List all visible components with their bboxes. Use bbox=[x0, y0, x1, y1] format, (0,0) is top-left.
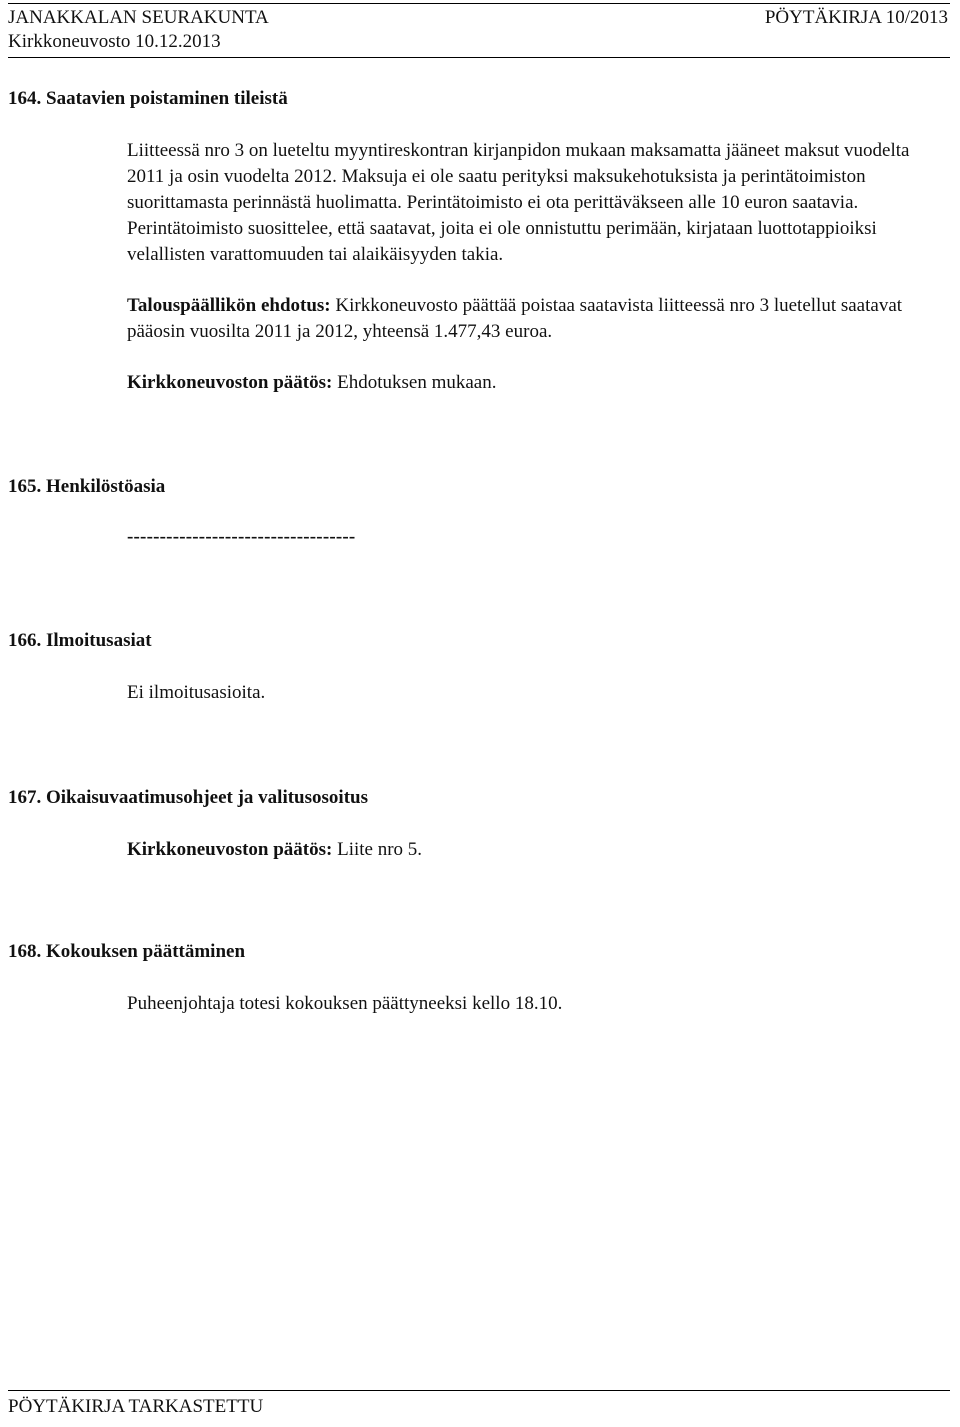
organization-name: JANAKKALAN SEURAKUNTA bbox=[8, 7, 269, 28]
section-164-body: Liitteessä nro 3 on lueteltu myyntireskontran kirjanpidon mukaan maksamatta jääneet maksut vuodelta 2011 ja osin vuodelta 2012. Maksuja ei ole saatu perityksi maksukehotuksista ja perintätoimiston suorittamasta perinnästä huolimatta. Perintätoimisto ei ota perittäväkseen alle 10 euron saatavia. Perintätoimisto suosittelee, että saatavat, joita ei ole onnistuttu perimään, kirjataan luottotappioiksi velallisten varattomuuden tai alaikäisyyden takia. bbox=[127, 140, 910, 265]
footer-label: PÖYTÄKIRJA TARKASTETTU bbox=[8, 1396, 264, 1417]
section-166-heading: 166. Ilmoitusasiat bbox=[8, 630, 152, 651]
redacted-dashes: ----------------------------------- bbox=[127, 526, 356, 547]
section-167-decision bbox=[127, 837, 949, 863]
section-168-body: Puheenjohtaja totesi kokouksen päättyneeksi kello 18.10. bbox=[127, 993, 563, 1014]
section-164-proposal bbox=[127, 293, 949, 345]
section-165-heading: 165. Henkilöstöasia bbox=[8, 476, 166, 497]
proposal-text: Kirkkoneuvosto päättää poistaa saatavista liitteessä nro 3 luetellut saatavat pääosin vuosilta 2011 ja 2012, yhteensä 1.477,43 euroa. bbox=[127, 295, 903, 342]
decision-text: Liite nro 5. bbox=[337, 839, 423, 860]
header-bottom-rule bbox=[8, 57, 950, 58]
section-167-heading: 167. Oikaisuvaatimusohjeet ja valitusosoitus bbox=[8, 787, 368, 808]
decision-label: Kirkkoneuvoston päätös: bbox=[127, 839, 333, 860]
decision-text: Ehdotuksen mukaan. bbox=[337, 372, 497, 393]
meeting-date: Kirkkoneuvosto 10.12.2013 bbox=[8, 31, 221, 52]
header-top-rule bbox=[8, 3, 950, 4]
document-id: PÖYTÄKIRJA 10/2013 bbox=[764, 7, 948, 28]
section-164-heading: 164. Saatavien poistaminen tileistä bbox=[8, 88, 288, 109]
decision-label: Kirkkoneuvoston päätös: bbox=[127, 372, 333, 393]
section-168-heading: 168. Kokouksen päättäminen bbox=[8, 941, 246, 962]
section-164-decision bbox=[127, 370, 949, 396]
proposal-label: Talouspäällikön ehdotus: bbox=[127, 295, 331, 316]
section-166-body: Ei ilmoitusasioita. bbox=[127, 682, 266, 703]
page-header bbox=[8, 6, 948, 54]
footer-rule bbox=[8, 1390, 950, 1391]
